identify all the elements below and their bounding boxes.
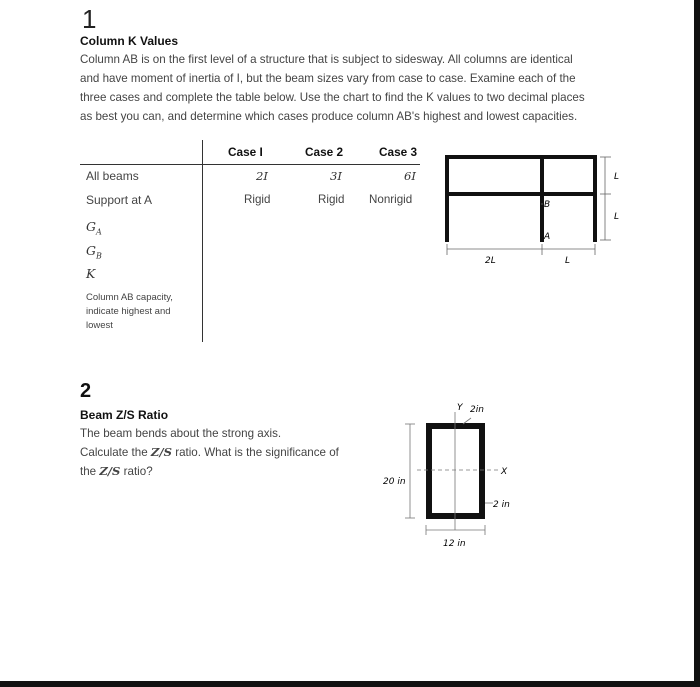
row-label-ga: [86, 219, 102, 237]
section-width: 12 in: [443, 539, 466, 549]
cell-all-beams-case-2: 3I: [330, 169, 342, 183]
gb-sub: B: [96, 251, 102, 261]
table-column-rule: [202, 140, 203, 342]
row-label-all-beams: All beams: [86, 169, 139, 183]
paragraph-line-2: and have moment of inertia of I, but the beam sizes vary from case to case. Examine each of the: [80, 72, 576, 85]
cell-all-beams-case-1: 2I: [256, 169, 268, 183]
paragraph-line-3: three cases and complete the table below. Use the chart to find the K values to two decimal places: [80, 91, 585, 104]
cell-support-case-2: Rigid: [318, 193, 345, 206]
section-2-line-2: Calculate the Z/S ratio. What is the significance of: [80, 445, 339, 459]
dim-right-bay: L: [565, 256, 571, 266]
frame-figure: [425, 145, 635, 270]
capacity-line-3: lowest: [86, 320, 113, 331]
cell-support-case-1: Rigid: [244, 193, 271, 206]
section-2-paragraph: [80, 424, 370, 481]
ga-sub: A: [96, 227, 102, 237]
section-2-title: Beam Z/S Ratio: [80, 408, 169, 422]
joint-a-label: A: [544, 232, 551, 242]
cell-all-beams-case-3: 6I: [404, 169, 416, 183]
dim-left-bay: 2L: [485, 256, 496, 266]
paragraph-line-1: Column AB is on the first level of a structure that is subject to sidesway. All columns are identical: [80, 53, 573, 66]
capacity-line-2: indicate highest and: [86, 306, 171, 317]
dim-upper-story: L: [614, 172, 620, 182]
section-2-line-3: the Z/S ratio?: [80, 464, 153, 478]
web-thickness: 2 in: [493, 500, 510, 510]
capacity-line-1: Column AB capacity,: [86, 292, 173, 303]
section-height: 20 in: [383, 477, 406, 487]
row-label-support-at-a: Support at A: [86, 193, 153, 207]
row-label-capacity: [86, 291, 173, 333]
box-section: [429, 426, 482, 516]
top-flange-thickness: 2in: [470, 405, 484, 415]
section-2-line-1: The beam bends about the strong axis.: [80, 427, 282, 440]
x-axis-label: X: [501, 467, 508, 477]
header-case-3: Case 3: [379, 145, 418, 159]
header-case-1: Case I: [228, 145, 263, 159]
section-2-number: 2: [80, 380, 92, 402]
section-1-title: Column K Values: [80, 34, 179, 48]
gb-main: G: [86, 243, 96, 258]
section-1-number: 1: [82, 4, 97, 34]
cell-support-case-3: Nonrigid: [369, 193, 413, 206]
beam-section-figure: [375, 398, 535, 556]
ga-main: G: [86, 219, 96, 234]
table-header-rule: [80, 164, 420, 165]
row-label-k: K: [86, 266, 96, 281]
dim-lower-story: L: [614, 212, 620, 222]
paragraph-line-4: as best you can, and determine which cases produce column AB's highest and lowest capacities.: [80, 110, 578, 123]
section-1-paragraph: [80, 50, 640, 126]
k-values-table: [80, 140, 420, 345]
row-label-gb: [86, 243, 102, 261]
joint-b-label: B: [544, 200, 551, 210]
header-case-2: Case 2: [305, 145, 344, 159]
y-axis-label: Y: [457, 403, 463, 413]
